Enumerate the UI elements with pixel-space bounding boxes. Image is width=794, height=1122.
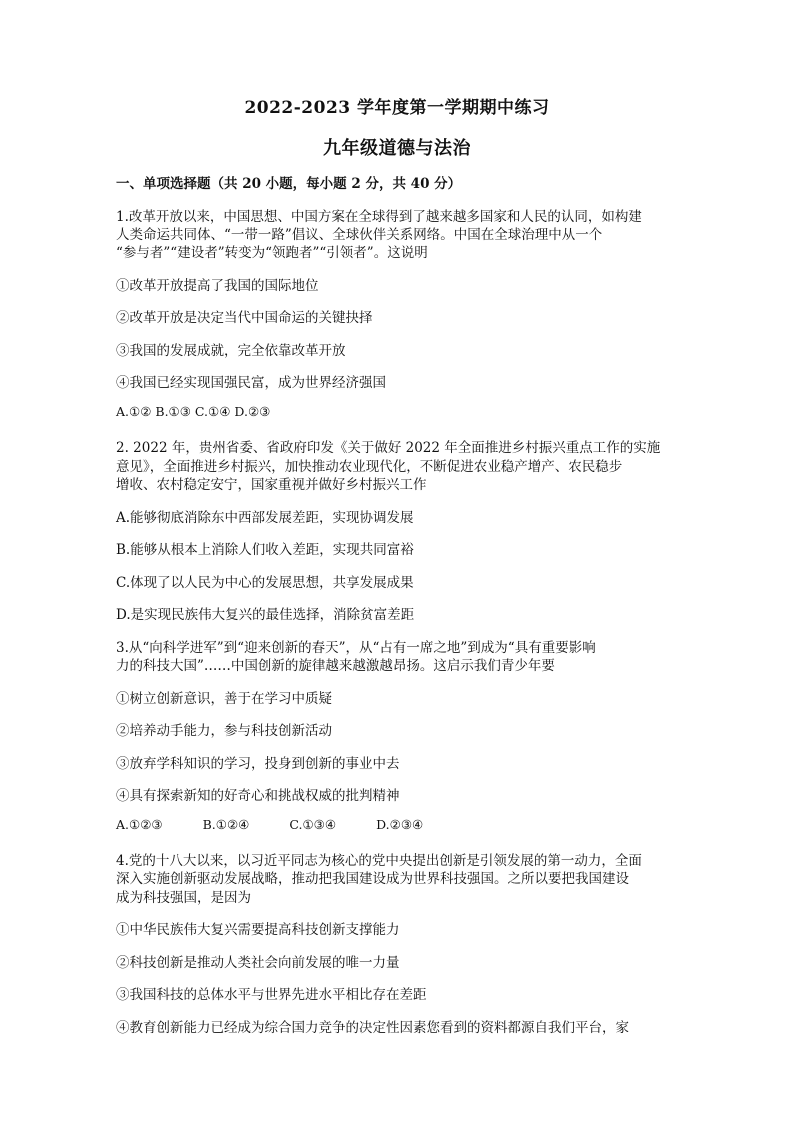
q3-answer-d: D.②③④ <box>376 817 424 832</box>
q4-item-4: ④教育创新能力已经成为综合国力竞争的决定性因素您看到的资料都源自我们平台，家 <box>116 1020 629 1036</box>
q2-option-a: A.能够彻底消除东中西部发展差距，实现协调发展 <box>116 510 414 526</box>
q1-item-4: ④我国已经实现国强民富，成为世界经济强国 <box>116 375 386 391</box>
q1-stem-line-1: 1.改革开放以来，中国思想、中国方案在全球得到了越来越多国家和人民的认同，如构建 <box>116 209 642 225</box>
q3-answer-options <box>116 817 423 832</box>
q3-item-3: ③放弃学科知识的学习，投身到创新的事业中去 <box>116 756 400 772</box>
document-title: 2022-2023 学年度第一学期期中练习 <box>244 98 550 118</box>
q2-stem-line-2: 意见》，全面推进乡村振兴，加快推动农业现代化，不断促进农业稳产增产、农民稳步 <box>116 459 623 475</box>
q2-stem-line-3: 增收、农村稳定安宁，国家重视并做好乡村振兴工作 <box>116 477 427 493</box>
section-heading: 一、单项选择题（共 20 小题，每小题 2 分，共 40 分） <box>116 176 462 192</box>
q1-item-3: ③我国的发展成就，完全依靠改革开放 <box>116 343 346 359</box>
q4-item-3: ③我国科技的总体水平与世界先进水平相比存在差距 <box>116 987 427 1003</box>
q4-stem-line-3: 成为科技强国，是因为 <box>116 890 251 906</box>
q3-item-1: ①树立创新意识，善于在学习中质疑 <box>116 691 332 707</box>
q4-item-2: ②科技创新是推动人类社会向前发展的唯一力量 <box>116 955 400 971</box>
q3-stem-line-2: 力的科技大国”……中国创新的旋律越来越激越昂扬。这启示我们青少年要 <box>116 658 555 674</box>
q3-item-4: ④具有探索新知的好奇心和挑战权威的批判精神 <box>116 788 400 804</box>
q1-answer-options: A.①② B.①③ C.①④ D.②③ <box>116 404 271 419</box>
q1-stem-line-2: 人类命运共同体、“一带一路”倡议、全球伙伴关系网络。中国在全球治理中从一个 <box>116 227 603 243</box>
document-subtitle: 九年级道德与法治 <box>323 138 471 159</box>
q3-item-2: ②培养动手能力，参与科技创新活动 <box>116 723 332 739</box>
q1-item-1: ①改革开放提高了我国的国际地位 <box>116 278 319 294</box>
q1-item-2: ②改革开放是决定当代中国命运的关键抉择 <box>116 310 373 326</box>
q2-option-b: B.能够从根本上消除人们收入差距，实现共同富裕 <box>116 542 414 558</box>
q2-stem-line-1: 2. 2022 年，贵州省委、省政府印发《关于做好 2022 年全面推进乡村振兴重点工作的实施 <box>116 440 661 456</box>
q3-answer-b: B.①②④ <box>202 817 250 832</box>
q2-option-d: D.是实现民族伟大复兴的最佳选择，消除贫富差距 <box>116 607 415 623</box>
q4-stem-line-2: 深入实施创新驱动发展战略，推动把我国建设成为世界科技强国。之所以要把我国建设 <box>116 871 629 887</box>
q2-option-c: C.体现了以人民为中心的发展思想，共享发展成果 <box>116 575 414 591</box>
q4-stem-line-1: 4.党的十八大以来，以习近平同志为核心的党中央提出创新是引领发展的第一动力，全面 <box>116 853 642 869</box>
q3-answer-c: C.①③④ <box>289 817 337 832</box>
q4-item-1: ①中华民族伟大复兴需要提高科技创新支撑能力 <box>116 922 400 938</box>
q1-stem-line-3: “参与者”“建设者”转变为“领跑者”“引领者”。这说明 <box>116 245 428 261</box>
q3-answer-a: A.①②③ <box>116 817 163 832</box>
q3-stem-line-1: 3.从“向科学进军”到“迎来创新的春天”，从“占有一席之地”到成为“具有重要影响 <box>116 640 596 656</box>
